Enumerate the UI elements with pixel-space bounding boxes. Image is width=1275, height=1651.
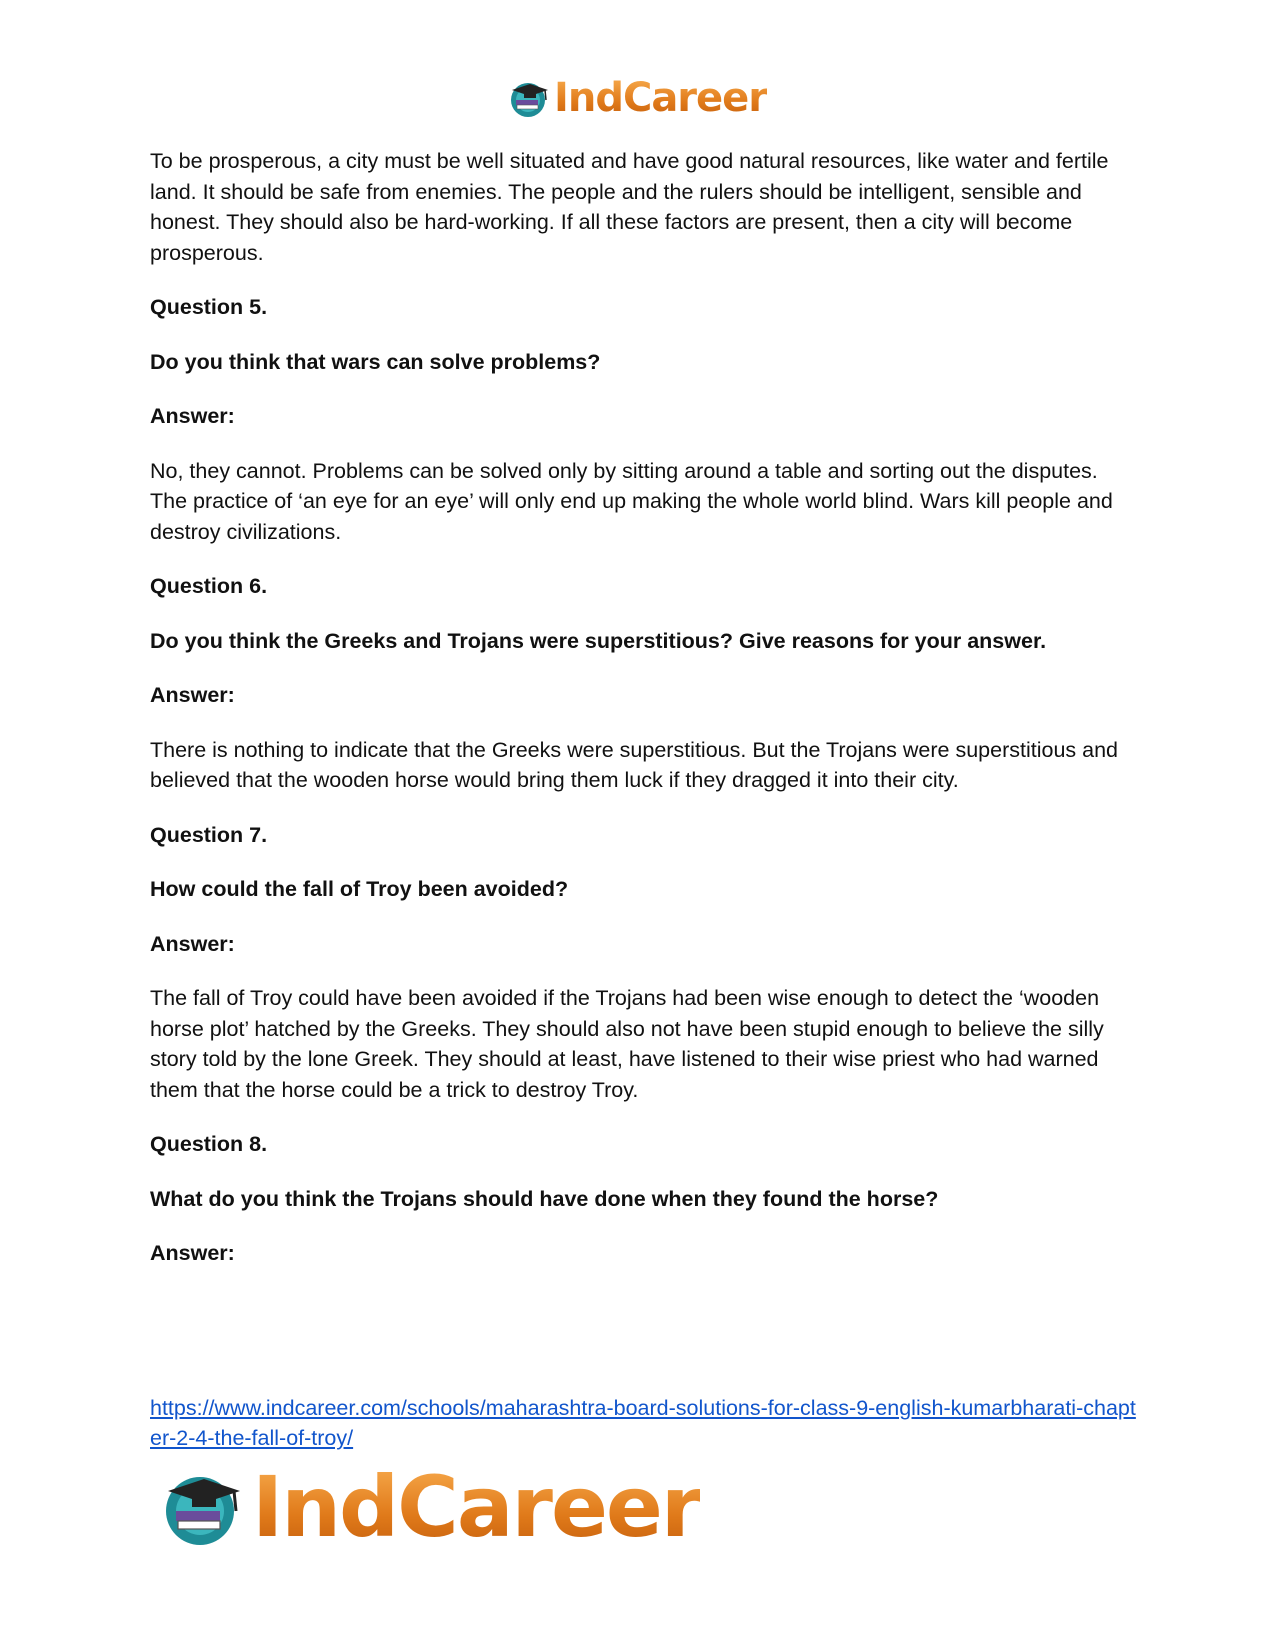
- source-url-link[interactable]: https://www.indcareer.com/schools/maharashtra-board-solutions-for-class-9-english-kumarbharati-chapter-2-4-the-fall-of-troy/: [150, 1396, 1136, 1450]
- question-7-number: Question 7.: [150, 822, 268, 847]
- question-6-text: Do you think the Greeks and Trojans were superstitious? Give reasons for your answer.: [150, 628, 1047, 653]
- footer-logo: [160, 1458, 701, 1556]
- graduation-cap-icon: [508, 78, 554, 118]
- question-8-text: What do you think the Trojans should have done when they found the horse?: [150, 1186, 939, 1211]
- question-7-answer: The fall of Troy could have been avoided if the Trojans had been wise enough to detect the ‘wooden horse plot’ hatched by the Greeks. They should also not have been stupid enough to believe the silly story told by the lone Greek. They should at least, have listened to their wise priest who had warned them that the horse could be a trick to destroy Troy.: [150, 986, 1104, 1102]
- question-8-answer-label: Answer:: [150, 1241, 235, 1265]
- question-5-number: Question 5.: [150, 295, 268, 319]
- question-6-answer: There is nothing to indicate that the Greeks were superstitious. But the Trojans were superstitious and believed that the wooden horse would bring them luck if they dragged it into their city.: [150, 737, 1119, 792]
- intro-paragraph: To be prosperous, a city must be well situated and have good natural resources, like water and fertile land. It should be safe from enemies. The people and the rulers should be intelligent, sensible and honest. They should also be hard-working. If all these factors are present, then a city will become prosperous.: [150, 149, 1109, 265]
- question-7-text: How could the fall of Troy been avoided?: [150, 877, 569, 901]
- question-7-answer-label: Answer:: [150, 931, 235, 956]
- footer-brand-logo: [160, 1458, 701, 1556]
- brand-logo-text: IndCareer: [553, 75, 768, 121]
- question-5-answer-label: Answer:: [150, 404, 235, 428]
- question-5-text: Do you think that wars can solve problems?: [150, 349, 601, 374]
- question-8-number: Question 8.: [150, 1132, 268, 1156]
- header-logo: [0, 75, 1275, 121]
- question-5-answer: No, they cannot. Problems can be solved only by sitting around a table and sorting out the disputes. The practice of ‘an eye for an eye’ will only end up making the whole world blind. Wars kill people and destroy civilizations.: [150, 458, 1113, 544]
- question-6-answer-label: Answer:: [150, 683, 235, 707]
- footer-brand-logo-text: IndCareer: [252, 1458, 701, 1556]
- graduation-cap-icon: [160, 1466, 252, 1548]
- document-body: [150, 146, 1130, 1293]
- question-6-number: Question 6.: [150, 574, 268, 598]
- brand-logo: [508, 75, 768, 121]
